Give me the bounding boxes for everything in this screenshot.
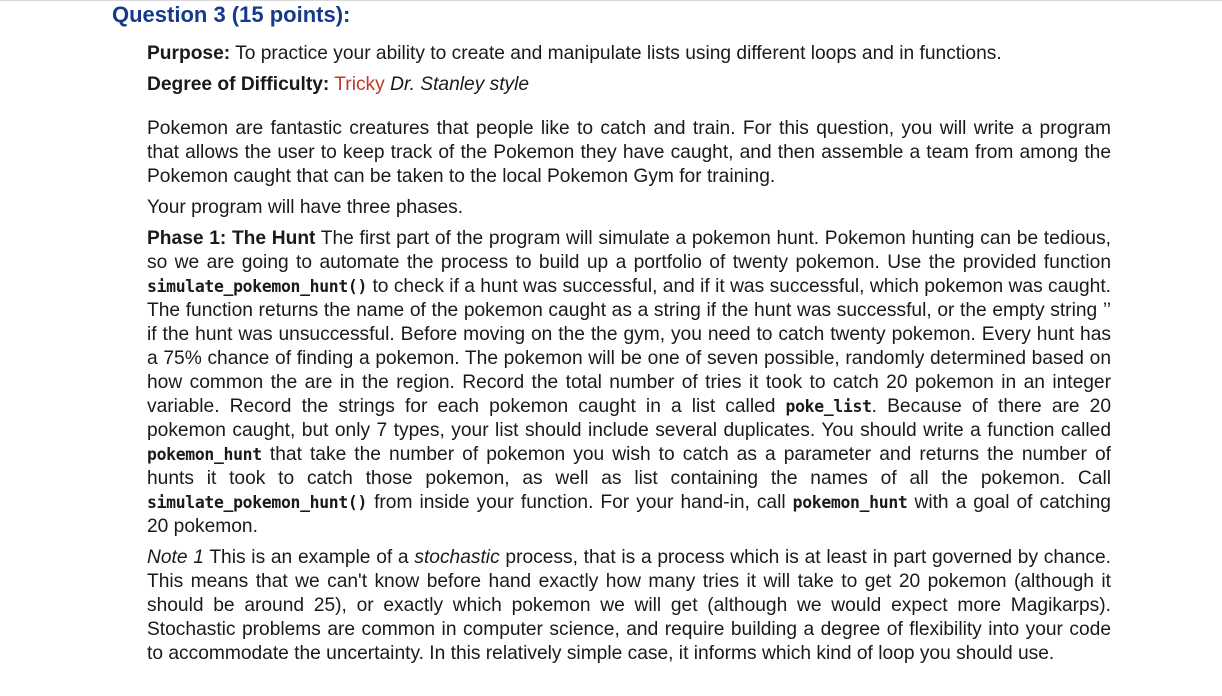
question-body <box>147 42 1111 673</box>
note1-paragraph <box>147 546 1111 666</box>
phase1-label: Phase 1: The Hunt <box>147 228 316 249</box>
stochastic-term: stochastic <box>414 547 500 568</box>
poke-list-code: poke_list <box>785 397 872 416</box>
note1-text-1: This is an example of a <box>209 547 409 568</box>
phase1-paragraph <box>147 227 1111 539</box>
phase1-text-4: that take the number of pokemon you wish to catch as a parameter and returns the number of hunts it took to catch those pokemon, as well as list containing the names of all the pokemon. Call <box>147 444 1111 489</box>
phase1-text-3: . Because of there are 20 pokemon caught, but only 7 types, your list should include several duplicates. You should write a function called <box>147 396 1111 441</box>
question-title: Question 3 (15 points): <box>112 2 351 27</box>
difficulty-level: Tricky <box>334 74 385 95</box>
top-divider <box>0 0 1222 1</box>
pokemon-hunt-code-2: pokemon_hunt <box>792 493 908 512</box>
simulate-function-code-2: simulate_pokemon_hunt() <box>147 493 368 512</box>
intro-paragraph: Pokemon are fantastic creatures that people like to catch and train. For this question, you will write a program that allows the user to keep track of the Pokemon they have caught, and then assemble a team from among the Pokemon caught that can be taken to the local Pokemon Gym for training. <box>147 118 1111 187</box>
phases-paragraph: Your program will have three phases. <box>147 197 464 218</box>
purpose-text: To practice your ability to create and manipulate lists using different loops and in functions. <box>235 43 1002 64</box>
phase1-text-1: The first part of the program will simulate a pokemon hunt. Pokemon hunting can be tedious, so we are going to automate the process to build up a portfolio of twenty pokemon. Use the provided function <box>147 228 1112 273</box>
note1-text-2: process, that is a process which is at least in part governed by chance. This means that we can't know before hand exactly how many tries it will take to get 20 pokemon (although it should be around 25), or exactly which pokemon we will get (although we would expect more Magikarps). Stochastic problems are common in computer science, and require building a degree of flexibility into your code to accommodate the uncertainty. In this relatively simple case, it informs which kind of loop you should use. <box>147 547 1111 664</box>
difficulty-style: Dr. Stanley style <box>390 74 530 95</box>
difficulty-label: Degree of Difficulty: <box>147 74 330 95</box>
simulate-function-code: simulate_pokemon_hunt() <box>147 277 368 296</box>
pokemon-hunt-code: pokemon_hunt <box>147 445 262 464</box>
phase1-text-6: with a goal of catching 20 pokemon. <box>147 492 1111 537</box>
purpose-label: Purpose: <box>147 43 231 64</box>
difficulty-line <box>147 73 1111 97</box>
phase1-text-5: from inside your function. For your hand-in, call <box>374 492 786 513</box>
note1-label: Note 1 <box>147 547 204 568</box>
purpose-line <box>147 42 1111 66</box>
phase1-text-2: to check if a hunt was successful, and if it was successful, which pokemon was caught. The function returns the name of the pokemon caught as a string if the hunt was successful, or the empty string ’’ if the hunt was unsuccessful. Before moving on the the gym, you need to catch twenty pokemon. Every hunt has a 75% chance of finding a pokemon. The pokemon will be one of seven possible, randomly determined based on how common the are in the region. Record the total number of tries it took to catch 20 pokemon in an integer variable. Record the strings for each pokemon caught in a list called <box>147 276 1111 417</box>
